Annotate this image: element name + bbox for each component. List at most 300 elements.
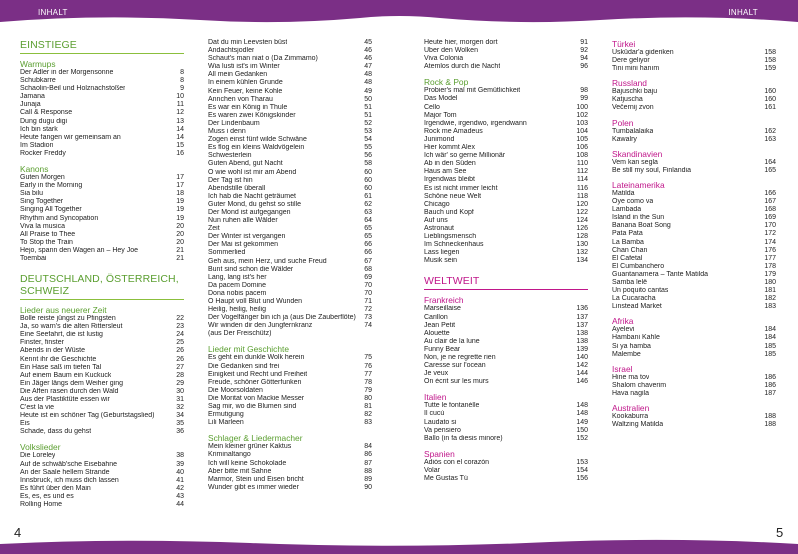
entry-page: 180 <box>764 278 776 286</box>
entry-title: Sia bilu <box>20 190 43 198</box>
toc-entry[interactable] <box>208 120 372 128</box>
toc-entry[interactable] <box>424 378 588 386</box>
toc-entry[interactable] <box>612 255 776 263</box>
toc-entry[interactable] <box>20 404 184 412</box>
entry-page: 130 <box>576 241 588 249</box>
toc-entry[interactable] <box>208 88 372 96</box>
toc-entry[interactable] <box>612 374 776 382</box>
toc-entry[interactable] <box>20 109 184 117</box>
entry-title: Wunder gibt es immer wieder <box>208 483 299 491</box>
toc-entry[interactable] <box>612 343 776 351</box>
toc-entry[interactable] <box>20 388 184 396</box>
toc-entry[interactable] <box>208 185 372 193</box>
toc-entry[interactable] <box>424 112 588 120</box>
entry-title: Viva la musica <box>20 222 66 230</box>
toc-entry[interactable] <box>424 257 588 265</box>
toc-entry[interactable] <box>424 104 588 112</box>
entry-page: 17 <box>176 174 184 182</box>
toc-entry[interactable] <box>424 209 588 217</box>
toc-entry[interactable] <box>208 225 372 233</box>
entry-title: Einigkeit und Recht und Freiheit <box>208 370 308 378</box>
toc-entry[interactable] <box>424 47 588 55</box>
entry-title: Lang, lang ist's her <box>208 273 267 281</box>
entry-page: 52 <box>364 119 372 127</box>
toc-entry[interactable] <box>208 112 372 120</box>
entry-page: 166 <box>764 189 776 197</box>
toc-entry[interactable] <box>612 222 776 230</box>
entry-page: 170 <box>764 222 776 230</box>
entry-title: Marmor, Stein und Eisen bricht <box>208 475 304 483</box>
toc-entry[interactable] <box>424 55 588 63</box>
entry-title: Musik sein <box>424 257 458 265</box>
toc-entry[interactable] <box>20 206 184 214</box>
toc-entry[interactable] <box>208 354 372 362</box>
entry-page: 67 <box>364 257 372 265</box>
entry-title: Va pensiero <box>424 426 461 434</box>
toc-entry[interactable] <box>208 160 372 168</box>
toc-entry[interactable] <box>612 65 776 73</box>
toc-entry[interactable] <box>208 249 372 257</box>
toc-entry[interactable] <box>208 476 372 484</box>
toc-entry[interactable] <box>20 223 184 231</box>
entry-page: 45 <box>364 39 372 46</box>
entry-title: Tutte le fontanèlle <box>424 402 480 410</box>
toc-entry[interactable] <box>208 379 372 387</box>
entry-page: 53 <box>364 128 372 136</box>
toc-entry[interactable] <box>208 411 372 419</box>
toc-entry[interactable] <box>424 225 588 233</box>
entry-page: 177 <box>764 254 776 262</box>
entry-page: 69 <box>364 273 372 281</box>
toc-entry[interactable] <box>612 271 776 279</box>
toc-entry[interactable] <box>424 201 588 209</box>
toc-entry[interactable] <box>208 460 372 468</box>
toc-entry[interactable] <box>424 63 588 71</box>
entry-page: 21 <box>176 246 184 254</box>
entry-page: 162 <box>764 127 776 135</box>
toc-entry[interactable] <box>208 96 372 104</box>
entry-title: Bajuschki baju <box>612 88 658 96</box>
section-heading: DEUTSCHLAND, ÖSTERREICH, SCHWEIZ <box>20 273 179 298</box>
toc-entry[interactable] <box>612 295 776 303</box>
entry-page: 183 <box>764 303 776 311</box>
toc-entry[interactable] <box>612 49 776 57</box>
toc-entry[interactable] <box>612 190 776 198</box>
entry-page: 44 <box>176 501 184 509</box>
entry-page: 89 <box>364 475 372 483</box>
toc-entry[interactable] <box>20 215 184 223</box>
entry-title: Katjuscha <box>612 96 643 104</box>
toc-entry[interactable] <box>208 274 372 282</box>
toc-entry[interactable] <box>208 266 372 274</box>
toc-entry[interactable] <box>20 323 184 331</box>
toc-column-1 <box>20 39 184 509</box>
toc-entry[interactable] <box>612 206 776 214</box>
entry-title: Adiós con el corazón <box>424 458 489 466</box>
entry-page: 102 <box>576 111 588 119</box>
toc-entry[interactable] <box>424 370 588 378</box>
entry-title: El Cafetal <box>612 254 643 262</box>
toc-entry[interactable] <box>208 241 372 249</box>
entry-page: 103 <box>576 119 588 127</box>
toc-entry[interactable] <box>612 303 776 311</box>
entry-title: Eis <box>20 420 30 428</box>
toc-entry[interactable] <box>208 152 372 160</box>
toc-entry[interactable] <box>424 354 588 362</box>
entry-page: 35 <box>176 420 184 428</box>
toc-entry[interactable] <box>208 193 372 201</box>
entry-page: 161 <box>764 104 776 112</box>
toc-entry[interactable] <box>20 485 184 493</box>
entry-title: Chicago <box>424 200 450 208</box>
entry-title: Bunt sind schon die Wälder <box>208 265 294 273</box>
toc-entry[interactable] <box>20 347 184 355</box>
toc-entry[interactable] <box>424 419 588 427</box>
toc-entry[interactable] <box>424 128 588 136</box>
entry-page: 71 <box>364 298 372 305</box>
entry-title: Banana Boat Song <box>612 222 671 230</box>
toc-entry[interactable] <box>208 136 372 144</box>
toc-entry[interactable] <box>612 128 776 136</box>
entry-title: Tini mini hanım <box>612 65 660 73</box>
toc-entry[interactable] <box>20 77 184 85</box>
toc-entry[interactable] <box>20 396 184 404</box>
entry-page: 76 <box>364 362 372 370</box>
toc-entry[interactable] <box>612 136 776 144</box>
toc-entry[interactable] <box>208 451 372 459</box>
toc-entry[interactable] <box>20 85 184 93</box>
entry-title: Heute fangen wir gemeinsam an <box>20 133 121 141</box>
toc-entry[interactable] <box>424 95 588 103</box>
entry-page: 16 <box>176 149 184 157</box>
toc-entry[interactable] <box>424 176 588 184</box>
entry-page: 137 <box>576 321 588 329</box>
entry-page: 27 <box>176 363 184 371</box>
entry-page: 128 <box>576 233 588 241</box>
toc-entry[interactable] <box>208 63 372 71</box>
entry-page: 148 <box>576 410 588 418</box>
toc-entry[interactable] <box>208 387 372 395</box>
subsection-heading: Frankreich <box>424 295 464 306</box>
toc-entry[interactable] <box>20 331 184 339</box>
toc-entry[interactable] <box>20 412 184 420</box>
toc-entry[interactable] <box>208 484 372 492</box>
toc-entry[interactable] <box>208 314 372 322</box>
toc-entry[interactable] <box>20 150 184 158</box>
toc-entry[interactable] <box>20 493 184 501</box>
toc-entry[interactable] <box>612 167 776 175</box>
entry-title: Samba lelê <box>612 278 648 286</box>
toc-entry[interactable] <box>424 39 588 47</box>
entry-title: Tumbalalaika <box>612 127 654 135</box>
entry-title: Guantanamera – Tante Matilda <box>612 270 708 278</box>
entry-title: Ich wär' so gerne Millionär <box>424 152 506 160</box>
entry-title: Der Tag ist hin <box>208 176 253 184</box>
toc-entry[interactable] <box>424 160 588 168</box>
toc-entry[interactable] <box>20 198 184 206</box>
toc-entry[interactable] <box>424 362 588 370</box>
toc-entry[interactable] <box>612 96 776 104</box>
toc-entry[interactable] <box>20 380 184 388</box>
toc-entry[interactable] <box>20 469 184 477</box>
entry-title: Rhythm and Syncopation <box>20 214 99 222</box>
entry-page: 138 <box>576 329 588 337</box>
toc-entry[interactable] <box>20 247 184 255</box>
toc-entry[interactable] <box>612 334 776 342</box>
toc-entry[interactable] <box>208 201 372 209</box>
toc-entry[interactable] <box>612 279 776 287</box>
toc-entry[interactable] <box>612 382 776 390</box>
toc-entry[interactable] <box>208 209 372 217</box>
entry-title: Schaut's man niat o (Da Zimmamo) <box>208 55 318 63</box>
toc-entry[interactable] <box>208 128 372 136</box>
entry-page: 169 <box>764 214 776 222</box>
entry-title: Ermutigung <box>208 411 244 419</box>
toc-entry[interactable] <box>20 364 184 372</box>
toc-entry[interactable] <box>424 217 588 225</box>
toc-entry[interactable] <box>20 452 184 460</box>
entry-title: Eine Seefahrt, die ist lustig <box>20 331 103 339</box>
toc-entry[interactable] <box>424 346 588 354</box>
entry-page: 156 <box>576 475 588 483</box>
entry-page: 105 <box>576 135 588 143</box>
toc-entry[interactable] <box>208 468 372 476</box>
entry-page: 114 <box>576 176 588 184</box>
toc-entry[interactable] <box>208 217 372 225</box>
toc-entry[interactable] <box>612 390 776 398</box>
toc-entry[interactable] <box>20 239 184 247</box>
entry-page: 167 <box>764 198 776 206</box>
toc-entry[interactable] <box>20 142 184 150</box>
entry-title: In einem kühlen Grunde <box>208 79 283 87</box>
toc-entry[interactable] <box>208 104 372 112</box>
entry-title: Guten Morgen <box>20 174 65 182</box>
toc-entry[interactable] <box>612 198 776 206</box>
toc-entry[interactable] <box>424 314 588 322</box>
entry-page: 65 <box>364 233 372 241</box>
toc-entry[interactable] <box>208 71 372 79</box>
toc-entry[interactable] <box>208 177 372 185</box>
toc-entry[interactable] <box>208 330 372 338</box>
entry-page: 66 <box>364 249 372 257</box>
toc-entry[interactable] <box>424 427 588 435</box>
entry-title: Im Schneckenhaus <box>424 241 484 249</box>
entry-page: 58 <box>364 160 372 168</box>
toc-entry[interactable] <box>612 326 776 334</box>
entry-page: 100 <box>576 103 588 111</box>
entry-title: Ich will keine Schokolade <box>208 459 287 467</box>
entry-title: Die Moorsoldaten <box>208 386 263 394</box>
toc-entry[interactable] <box>424 144 588 152</box>
entry-page: 65 <box>364 225 372 233</box>
toc-entry[interactable] <box>612 287 776 295</box>
entry-title: Hava nagila <box>612 389 649 397</box>
entry-title: Hier kommt Alex <box>424 144 475 152</box>
entry-page: 185 <box>764 350 776 358</box>
toc-entry[interactable] <box>208 290 372 298</box>
toc-entry[interactable] <box>612 88 776 96</box>
entry-page: 184 <box>764 334 776 342</box>
toc-entry[interactable] <box>424 241 588 249</box>
entry-title: Bolle reiste jüngst zu Pfingsten <box>20 315 116 323</box>
entry-title: Si ya hamba <box>612 342 651 350</box>
toc-entry[interactable] <box>20 255 184 263</box>
toc-entry[interactable] <box>208 443 372 451</box>
toc-entry[interactable] <box>612 57 776 65</box>
toc-entry[interactable] <box>424 233 588 241</box>
toc-entry[interactable] <box>20 356 184 364</box>
toc-entry[interactable] <box>424 249 588 257</box>
entry-page: 51 <box>364 103 372 111</box>
toc-entry[interactable] <box>20 339 184 347</box>
entry-page: 137 <box>576 313 588 321</box>
toc-entry[interactable] <box>208 233 372 241</box>
entry-title: Alouette <box>424 329 450 337</box>
toc-entry[interactable] <box>424 402 588 410</box>
toc-entry[interactable] <box>208 47 372 55</box>
toc-entry[interactable] <box>20 231 184 239</box>
entry-page: 149 <box>576 418 588 426</box>
toc-entry[interactable] <box>424 435 588 443</box>
toc-entry[interactable] <box>612 239 776 247</box>
toc-entry[interactable] <box>20 174 184 182</box>
entry-page: 54 <box>364 136 372 144</box>
section-heading: EINSTIEGE <box>20 39 77 51</box>
entry-title: Me Gustas Tú <box>424 475 468 483</box>
toc-entry[interactable] <box>20 315 184 323</box>
entry-page: 50 <box>364 95 372 103</box>
entry-title: Matilda <box>612 189 635 197</box>
toc-entry[interactable] <box>20 428 184 436</box>
section-rule <box>424 289 588 290</box>
toc-entry[interactable] <box>612 413 776 421</box>
toc-entry[interactable] <box>20 126 184 134</box>
entry-title: Schwesterlein <box>208 152 252 160</box>
toc-entry[interactable] <box>208 298 372 306</box>
toc-entry[interactable] <box>208 322 372 330</box>
toc-entry[interactable] <box>208 282 372 290</box>
entry-page: 132 <box>576 249 588 257</box>
entry-page: 11 <box>176 101 184 109</box>
toc-entry[interactable] <box>20 182 184 190</box>
toc-entry[interactable] <box>20 190 184 198</box>
toc-entry[interactable] <box>424 120 588 128</box>
toc-entry[interactable] <box>424 410 588 418</box>
toc-entry[interactable] <box>208 363 372 371</box>
toc-entry[interactable] <box>612 214 776 222</box>
toc-entry[interactable] <box>20 118 184 126</box>
entry-title: Kriminaltango <box>208 451 251 459</box>
entry-title: Ayelevi <box>612 326 635 334</box>
toc-entry[interactable] <box>208 55 372 63</box>
entry-page: 88 <box>364 467 372 475</box>
toc-entry[interactable] <box>20 372 184 380</box>
entry-title: An der Saale hellem Strande <box>20 468 110 476</box>
toc-entry[interactable] <box>20 69 184 77</box>
entry-page: 120 <box>576 200 588 208</box>
toc-entry[interactable] <box>424 338 588 346</box>
entry-title: Dona nobis pacem <box>208 289 267 297</box>
toc-entry[interactable] <box>612 351 776 359</box>
toc-entry[interactable] <box>424 459 588 467</box>
entry-page: 14 <box>176 133 184 141</box>
toc-entry[interactable] <box>612 247 776 255</box>
toc-entry[interactable] <box>208 169 372 177</box>
entry-page: 186 <box>764 381 776 389</box>
toc-entry[interactable] <box>424 467 588 475</box>
toc-entry[interactable] <box>20 461 184 469</box>
entry-title: Geh aus, mein Herz, und suche Freud <box>208 257 327 265</box>
entry-title: Lieblingsmensch <box>424 233 477 241</box>
entry-page: 79 <box>364 386 372 394</box>
entry-page: 60 <box>364 176 372 184</box>
entry-page: 108 <box>576 152 588 160</box>
entry-title: Zogen einst fünf wilde Schwäne <box>208 136 307 144</box>
toc-entry[interactable] <box>208 79 372 87</box>
toc-entry[interactable] <box>208 395 372 403</box>
toc-entry[interactable] <box>424 330 588 338</box>
entry-title: Il cucù <box>424 410 445 418</box>
entry-title: Dung dugu digi <box>20 117 68 125</box>
entry-title: Sing Together <box>20 198 64 206</box>
toc-entry[interactable] <box>424 136 588 144</box>
toc-entry[interactable] <box>612 104 776 112</box>
toc-entry[interactable] <box>424 322 588 330</box>
toc-entry[interactable] <box>424 168 588 176</box>
entry-title: Der Mond ist aufgegangen <box>208 208 291 216</box>
entry-title: Guten Abend, gut Nacht <box>208 160 283 168</box>
toc-entry[interactable] <box>612 159 776 167</box>
toc-entry[interactable] <box>20 101 184 109</box>
toc-entry[interactable] <box>208 258 372 266</box>
toc-entry[interactable] <box>208 419 372 427</box>
entry-page: 126 <box>576 224 588 232</box>
entry-page: 94 <box>580 55 588 63</box>
toc-entry[interactable] <box>20 501 184 509</box>
toc-entry[interactable] <box>424 185 588 193</box>
toc-entry[interactable] <box>208 144 372 152</box>
toc-entry[interactable] <box>20 134 184 142</box>
toc-entry[interactable] <box>424 475 588 483</box>
entry-title: Hine ma tov <box>612 373 650 381</box>
entry-title: Haus am See <box>424 168 467 176</box>
toc-entry[interactable] <box>424 152 588 160</box>
toc-entry[interactable] <box>208 371 372 379</box>
entry-page: 46 <box>364 55 372 63</box>
toc-entry[interactable] <box>20 477 184 485</box>
entry-title: Lambada <box>612 206 642 214</box>
entry-page: 84 <box>364 443 372 451</box>
toc-entry[interactable] <box>208 306 372 314</box>
toc-entry[interactable] <box>424 193 588 201</box>
entry-page: 66 <box>364 241 372 249</box>
toc-entry[interactable] <box>612 230 776 238</box>
toc-entry[interactable] <box>424 305 588 313</box>
entry-page: 8 <box>180 69 184 76</box>
entry-title: Toembai <box>20 254 47 262</box>
entry-title: Oye como va <box>612 198 654 206</box>
toc-entry[interactable] <box>424 87 588 95</box>
entry-title: Wia lusti ist's im Winter <box>208 63 280 71</box>
toc-entry[interactable] <box>20 93 184 101</box>
header-right-label: INHALT <box>728 8 758 17</box>
toc-entry[interactable] <box>208 403 372 411</box>
toc-entry[interactable] <box>208 39 372 47</box>
entry-title: Aus der Plastiktüte essen wir <box>20 396 110 403</box>
toc-entry[interactable] <box>612 421 776 429</box>
toc-entry[interactable] <box>612 263 776 271</box>
toc-entry[interactable] <box>20 420 184 428</box>
